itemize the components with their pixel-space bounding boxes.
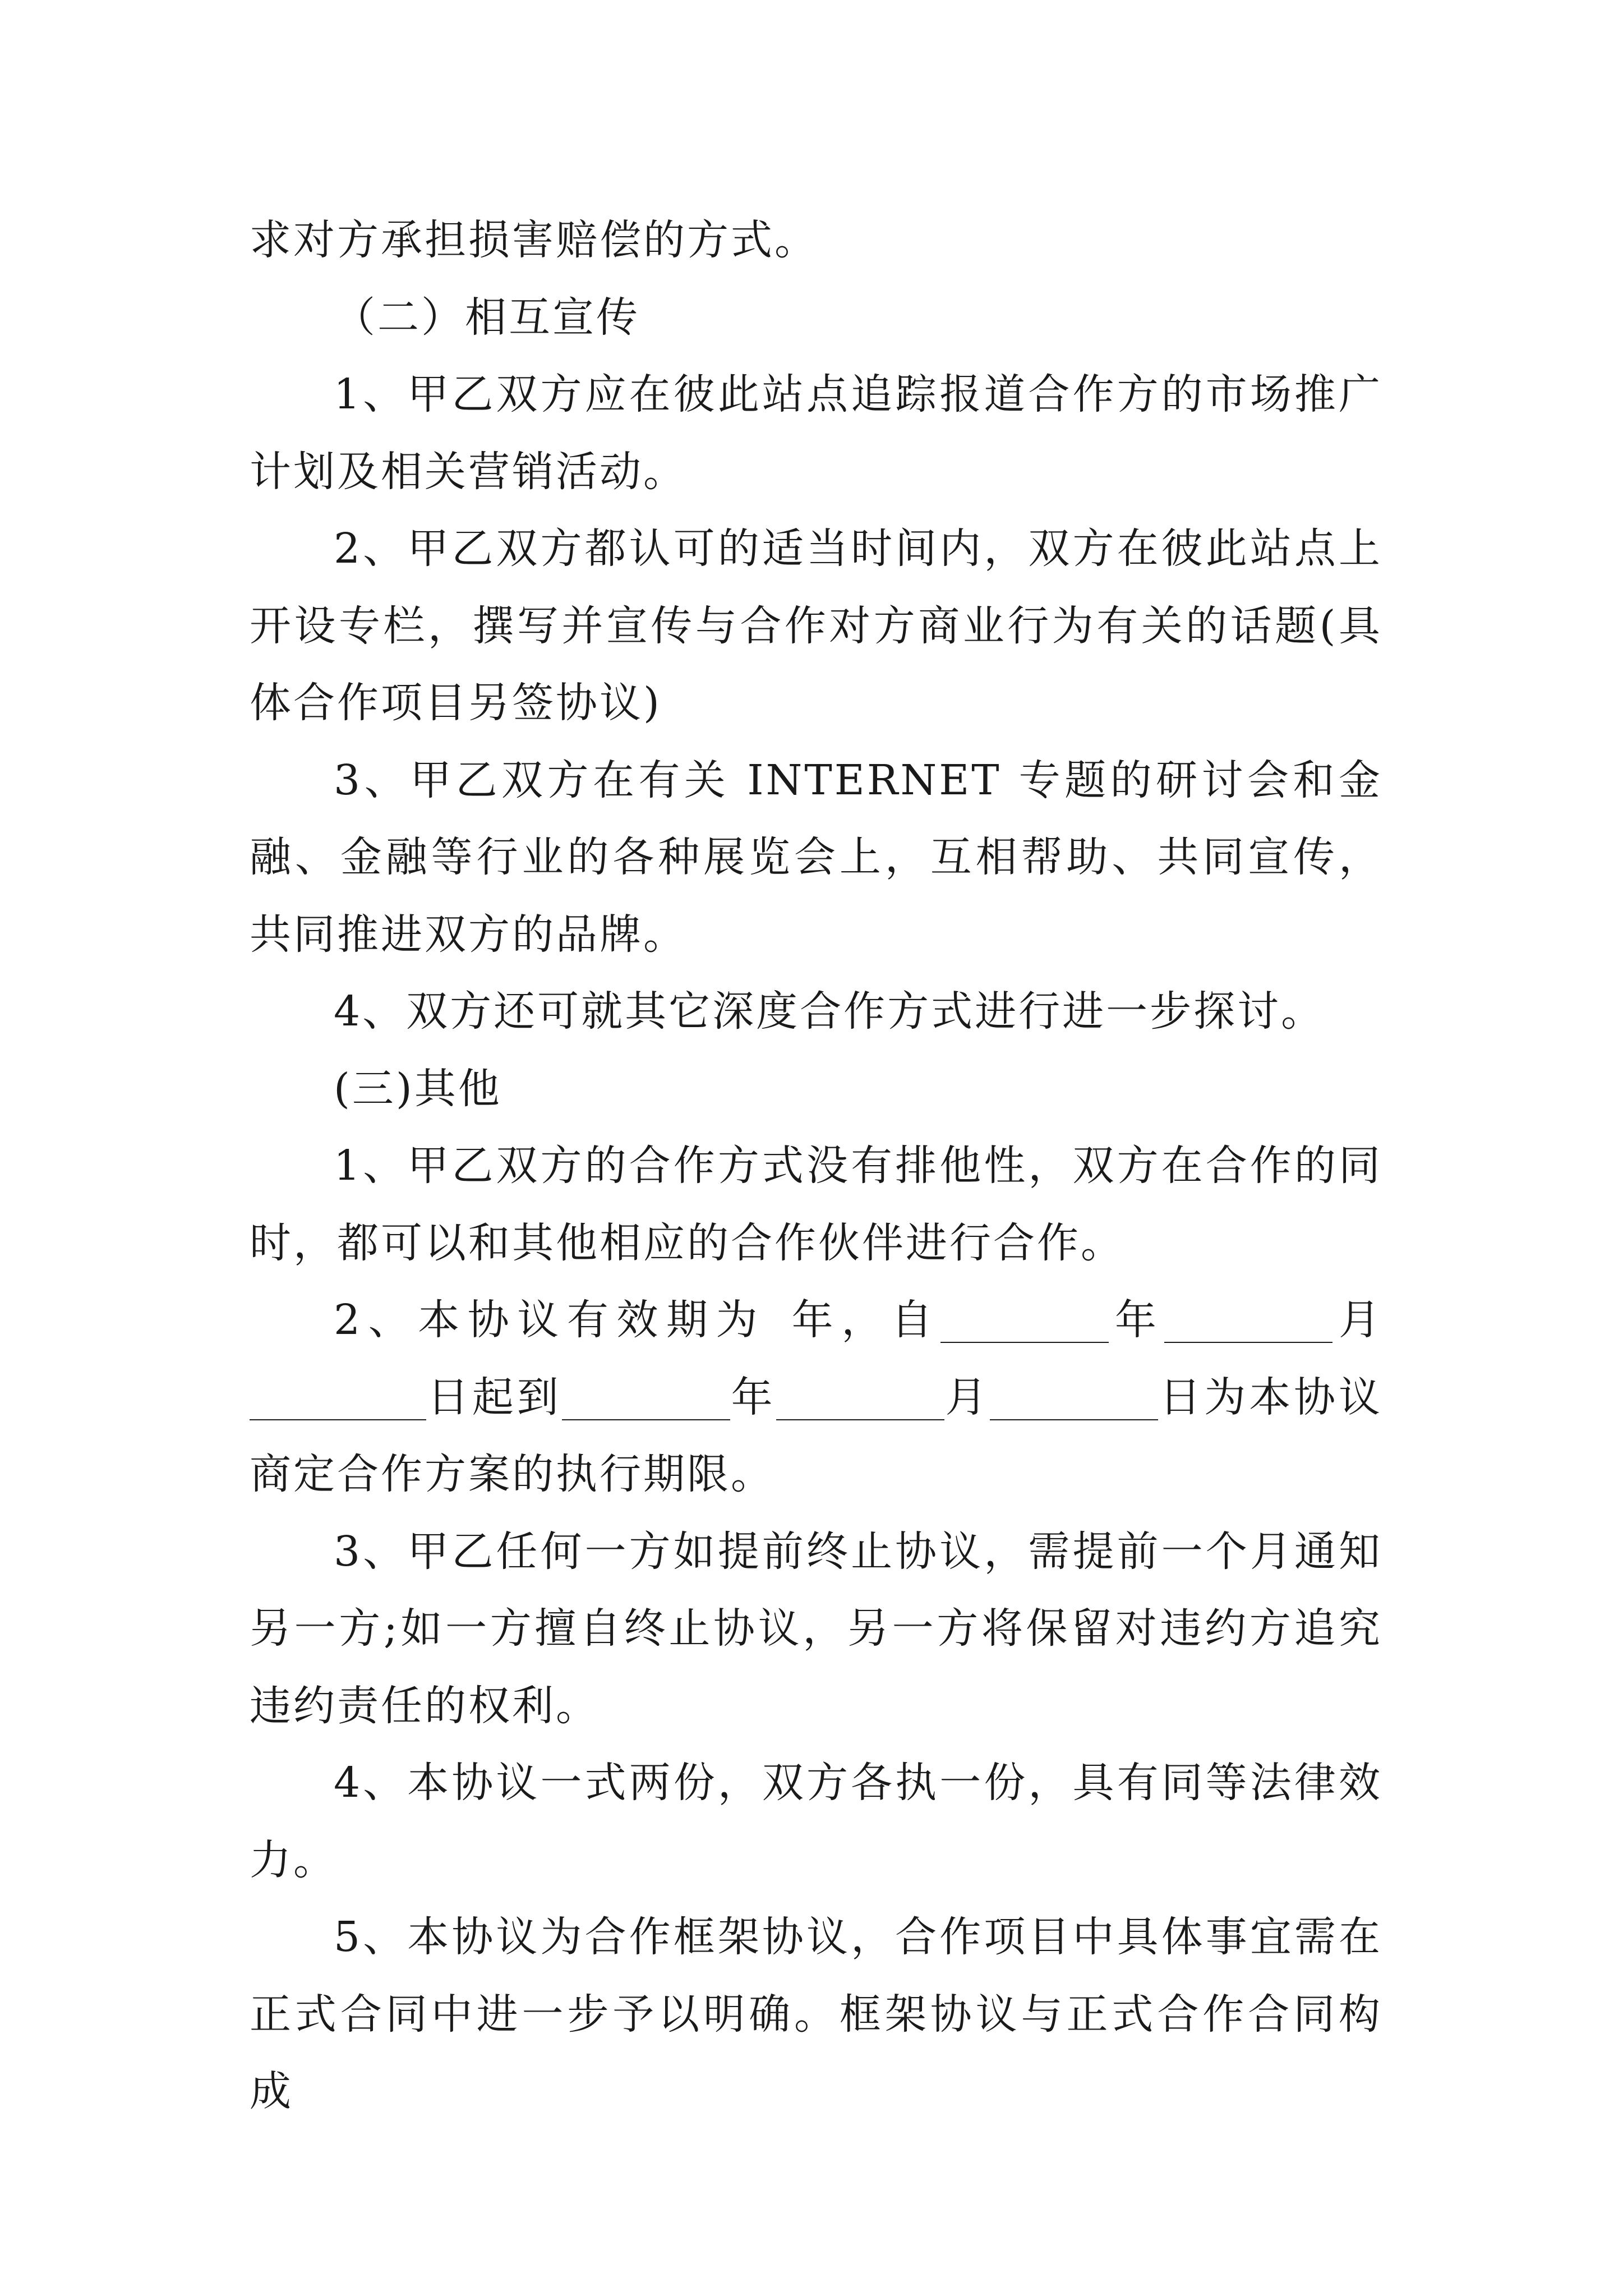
blank-end-month <box>776 1378 944 1420</box>
clause-3-2-text-f: 年 <box>730 1373 776 1421</box>
clause-2-3: 3、甲乙双方在有关 INTERNET 专题的研讨会和金融、金融等行业的各种展览会上，互相帮助、共同宣传，共同推进双方的品牌。 <box>250 756 1382 959</box>
clause-3-2-text-e: 日起到 <box>426 1373 562 1421</box>
clause-3-2-text-g: 月 <box>944 1373 990 1421</box>
blank-start-month <box>1164 1300 1332 1343</box>
section-heading-mutual-promotion: （二）相互宣传 <box>334 293 640 342</box>
clause-3-2-text-a: 2、本协议有效期为 <box>334 1296 766 1344</box>
clause-2-2: 2、甲乙双方都认可的适当时间内，双方在彼此站点上开设专栏，撰写并宣传与合作对方商业行为有关的话题(具体合作项目另签协议) <box>250 524 1382 727</box>
clause-3-5: 5、本协议为合作框架协议，合作项目中具体事宜需在正式合同中进一步予以明确。框架协议与正式合作合同构成 <box>250 1913 1382 2115</box>
clause-3-2-text-b: 年，自 <box>786 1296 941 1344</box>
clause-3-1: 1、甲乙双方的合作方式没有排他性，双方在合作的同时，都可以和其他相应的合作伙伴进行合作。 <box>250 1142 1382 1267</box>
clause-2-4: 4、双方还可就其它深度合作方式进行进一步探讨。 <box>334 987 1325 1036</box>
clause-3-2-text-d: 月 <box>1332 1296 1383 1344</box>
clause-3-2-text-h: 日为本协议商定合作方案的执行期限。 <box>250 1373 1383 1498</box>
blank-start-year <box>940 1300 1109 1343</box>
clause-3-2 <box>250 1282 1382 1513</box>
clause-3-2-text-c: 年 <box>1109 1296 1165 1344</box>
document-body <box>250 202 1382 2131</box>
clause-3-3: 3、甲乙任何一方如提前终止协议，需提前一个月通知另一方;如一方擅自终止协议，另一方将保留对违约方追究违约责任的权利。 <box>250 1527 1382 1730</box>
clause-2-1: 1、甲乙双方应在彼此站点追踪报道合作方的市场推广计划及相关营销活动。 <box>250 370 1382 496</box>
clause-3-4: 4、本协议一式两份，双方各执一份，具有同等法律效力。 <box>250 1759 1382 1884</box>
blank-end-day <box>990 1378 1158 1420</box>
blank-start-day <box>250 1378 426 1420</box>
blank-end-year <box>562 1378 730 1420</box>
section-heading-other: (三)其他 <box>334 1064 502 1113</box>
paragraph-continuation: 求对方承担损害赔偿的方式。 <box>250 216 818 264</box>
